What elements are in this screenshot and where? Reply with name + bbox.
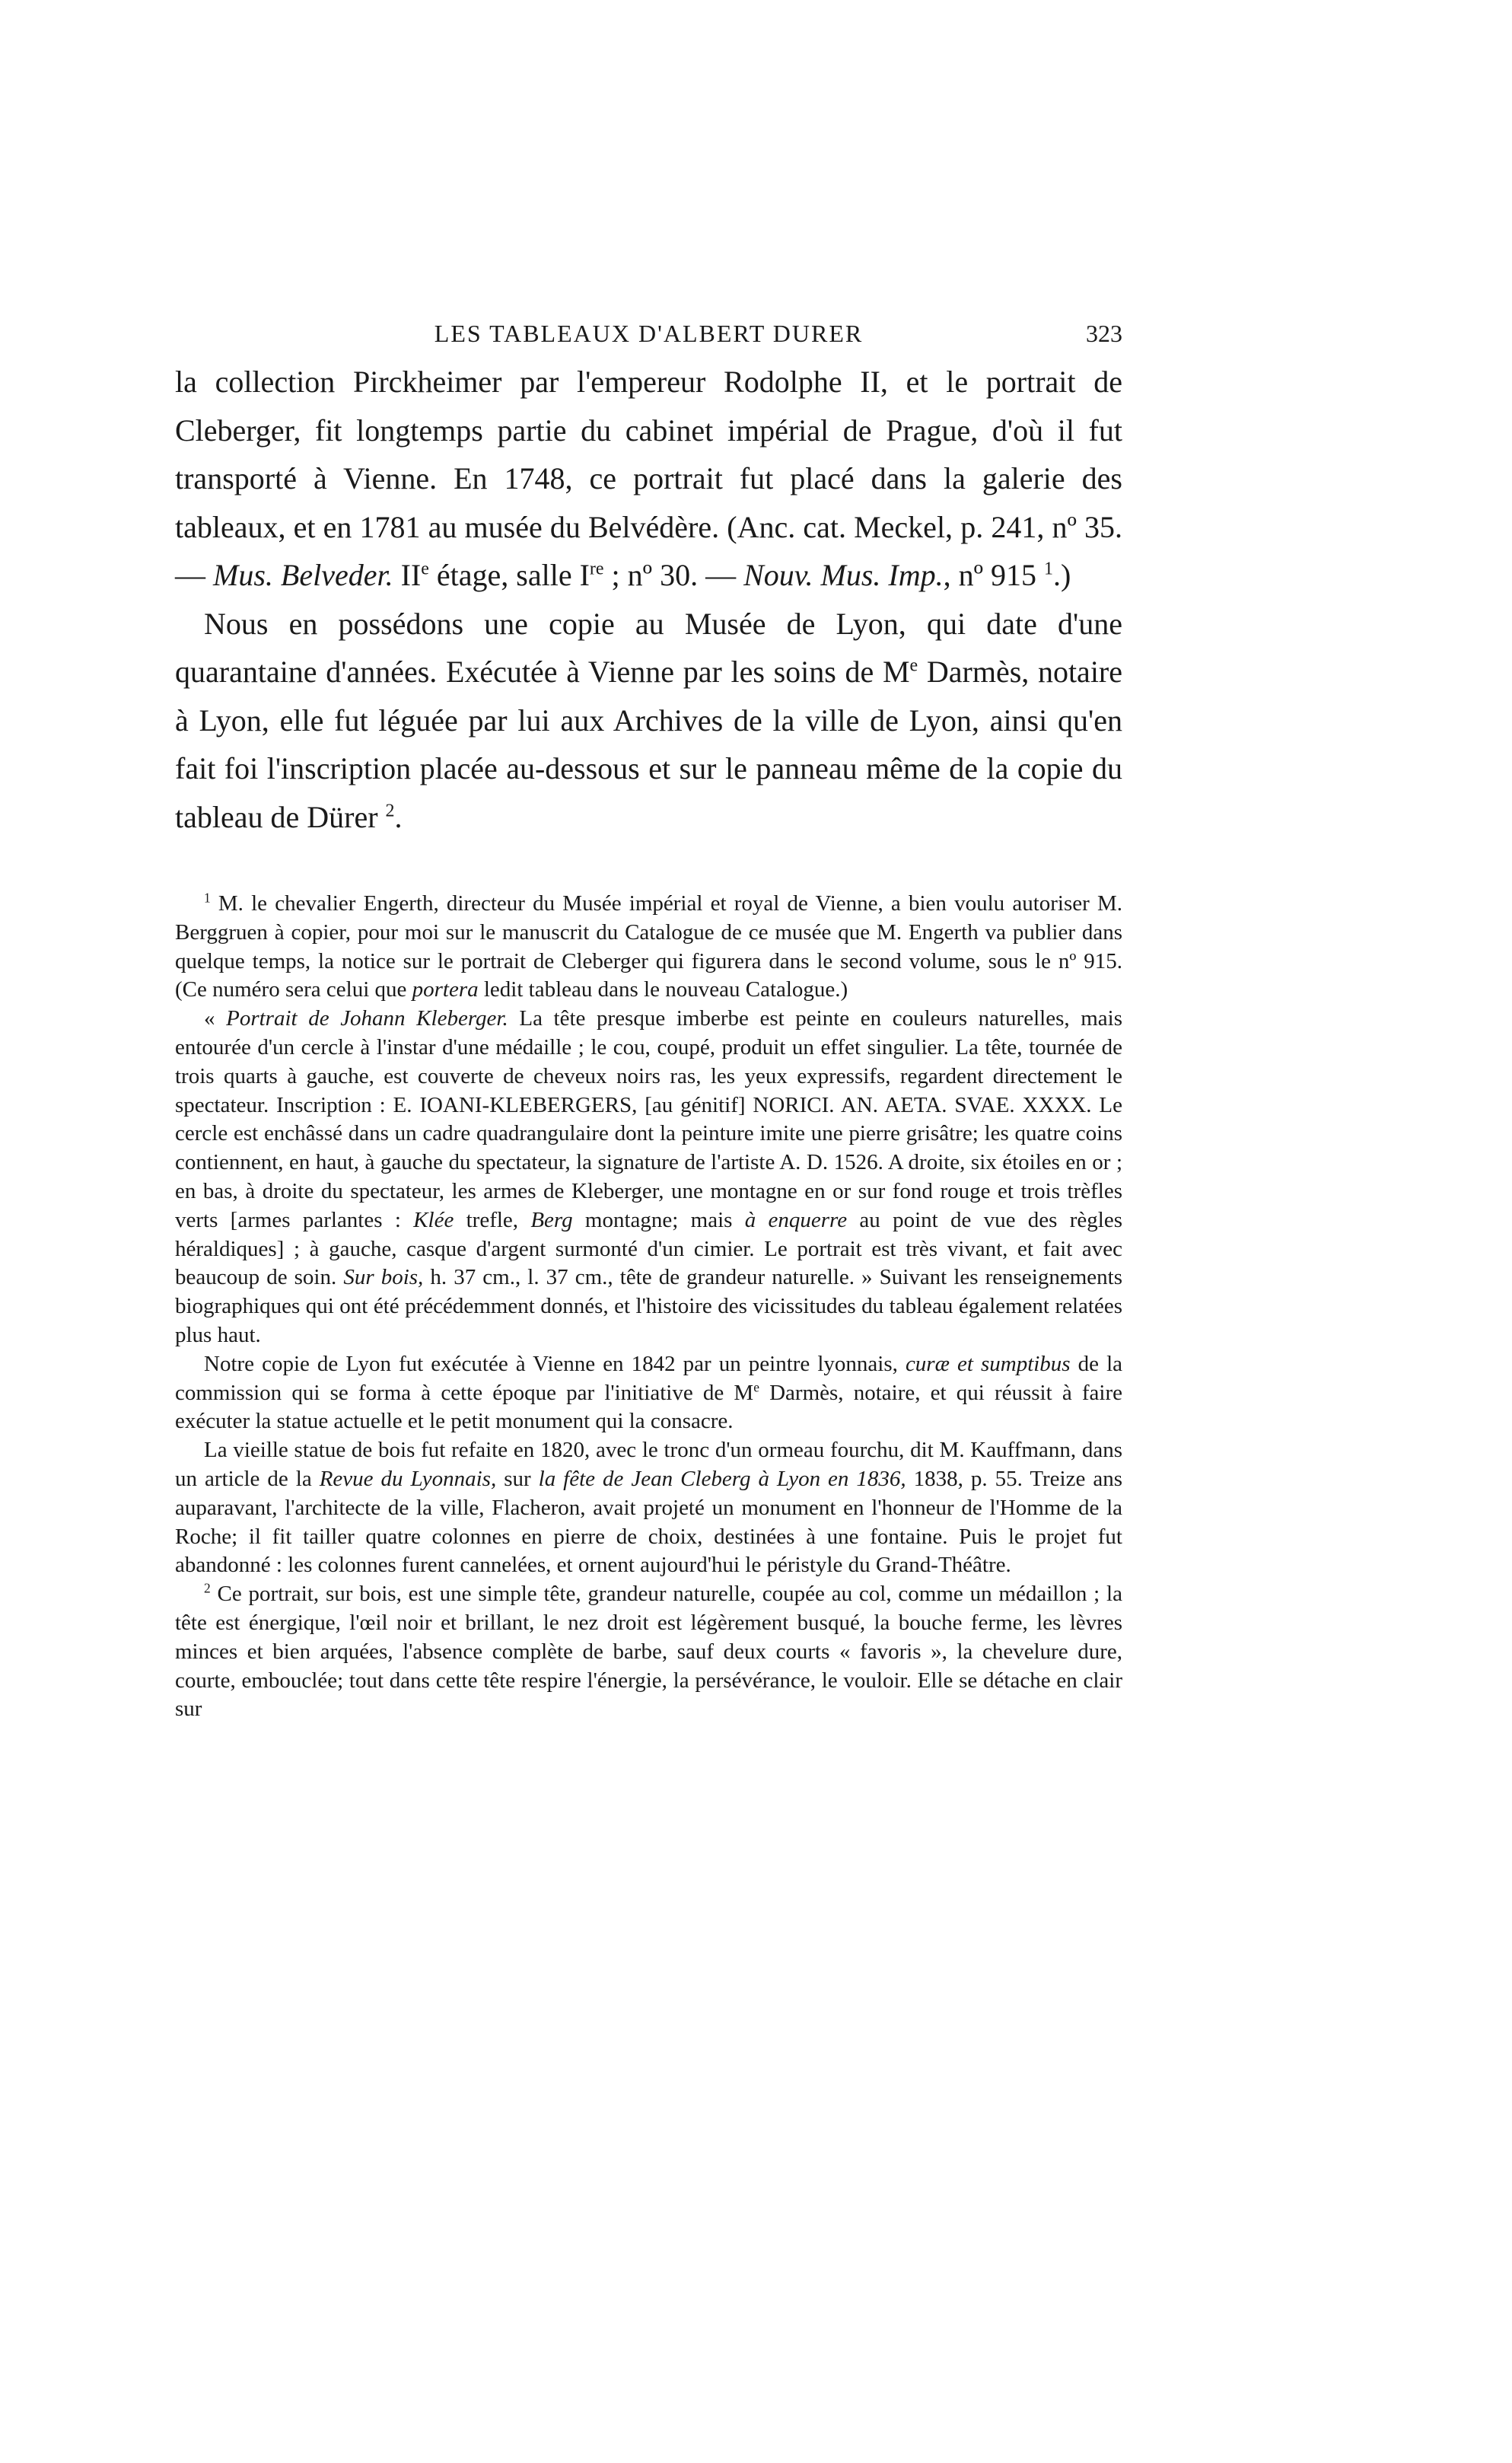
text-run: La vieille statue de bois fut refaite en 1820, avec le tronc d'un ormeau fourchu, dit M. Kauffmann, dans un article de la: [175, 1438, 1122, 1491]
text-run: la collection Pirckheimer par l'empereur Rodolphe II, et le portrait de Cleberger, fit longtemps partie du cabinet impérial de Prague, d'où il fut transporté à Vienne. En 1748, ce portrait fut placé dans la galerie des tableaux, et en 1781 au musée du Belvédère. (Anc. cat. Meckel, p. 241, nº 35. —: [175, 365, 1122, 592]
italic-run: Berg: [530, 1207, 573, 1232]
superscript: e: [421, 559, 429, 579]
text-run: Notre copie de Lyon fut exécutée à Vienne en 1842 par un peintre lyonnais,: [204, 1351, 906, 1376]
italic-run: la fête de Jean Cleberg à Lyon en 1836,: [538, 1466, 906, 1491]
text-run: étage, salle I: [428, 558, 590, 592]
footnote-ref[interactable]: 1: [1044, 559, 1054, 579]
document-page: [175, 312, 1122, 1724]
paragraph-2: [175, 600, 1122, 842]
text-run: ledit tableau dans le nouveau Catalogue.): [478, 977, 848, 1002]
paragraph-1: [175, 358, 1122, 600]
text-run: au point de vue des règles héraldiques] ; à gauche, casque d'argent surmonté d'un cimier. Le portrait est très vivant, et fait avec beaucoup de soin.: [175, 1207, 1122, 1290]
footnote-2: [175, 1580, 1122, 1724]
superscript: e: [909, 655, 918, 676]
italic-run: Revue du Lyonnais,: [319, 1466, 497, 1491]
text-run: M. le chevalier Engerth, directeur du Musée impérial et royal de Vienne, a bien voulu autoriser M. Berggruen à copier, pour moi sur le manuscrit du Catalogue de ce musée que M. Engerth va publier dans quelque temps, la notice sur le portrait de Cleberger qui figurera dans le second volume, sous le nº 915. (Ce numéro sera celui que: [175, 891, 1122, 1002]
running-title: LES TABLEAUX D'ALBERT DURER: [434, 320, 864, 347]
italic-run: curæ et sumptibus: [905, 1351, 1071, 1376]
superscript: e: [753, 1378, 759, 1394]
italic-run: Nouv. Mus. Imp.: [743, 558, 944, 592]
footnote-marker: 2: [204, 1580, 211, 1596]
running-head: [175, 312, 1122, 358]
italic-run: portera: [412, 977, 479, 1002]
text-run: de la commission qui se forma à cette époque par l'initiative de M: [175, 1351, 1122, 1405]
footnote-1-copy: [175, 1350, 1122, 1436]
text-run: montagne; mais: [572, 1207, 745, 1232]
superscript: re: [589, 559, 604, 579]
footnote-1-quote: [175, 1005, 1122, 1350]
text-run: sur: [496, 1466, 539, 1491]
italic-run: Klée: [413, 1207, 454, 1232]
text-run: «: [204, 1006, 227, 1031]
text-run: h. 37 cm., l. 37 cm., tête de grandeur naturelle. » Suivant les renseignements biographiques qui ont été précédemment donnés, et l'histoire des vicissitudes du tableau également relatées plus haut.: [175, 1265, 1122, 1347]
footnotes: [175, 890, 1122, 1724]
text-run: Ce portrait, sur bois, est une simple tête, grandeur naturelle, coupée au col, comme un médaillon ; la tête est énergique, l'œil noir et brillant, le nez droit est légèrement busqué, la bouche ferme, les lèvres minces et bien arquées, l'absence complète de barbe, sauf deux courts « favoris », la chevelure dure, courte, embouclée; tout dans cette tête respire l'énergie, la persévérance, le vouloir. Elle se détache en clair sur: [175, 1582, 1122, 1722]
italic-run: Mus. Belveder.: [213, 558, 393, 592]
footnote-marker: 1: [204, 890, 211, 906]
text-run: Nous en possédons une copie au Musée de Lyon, qui date d'une quarantaine d'années. Exécutée à Vienne par les soins de M: [175, 606, 1122, 689]
italic-run: Portrait de Johann Kleberger.: [226, 1006, 508, 1031]
text-run: .: [394, 799, 403, 834]
text-run: II: [393, 558, 422, 592]
text-run: 1838, p. 55. Treize ans auparavant, l'architecte de la ville, Flacheron, avait projeté un monument en l'honneur de l'Homme de la Roche; il fit tailler quatre colonnes en pierre de choix, destinées à une fontaine. Puis le projet fut abandonné : les colonnes furent cannelées, et ornent aujourd'hui le péristyle du Grand-Théâtre.: [175, 1466, 1122, 1578]
footnote-1-statue: [175, 1436, 1122, 1580]
text-run: , nº 915: [943, 558, 1045, 592]
text-run: Darmès, notaire, et qui réussit à faire exécuter la statue actuelle et le petit monument qui la consacre.: [175, 1380, 1122, 1434]
body-text: [175, 358, 1122, 841]
footnote-ref[interactable]: 2: [385, 801, 395, 821]
text-run: .): [1053, 558, 1071, 592]
text-run: Darmès, notaire à Lyon, elle fut léguée par lui aux Archives de la ville de Lyon, ainsi qu'en fait foi l'inscription placée au-dessous et sur le panneau même de la copie du tableau de Dürer: [175, 655, 1123, 834]
text-run: ; nº 30. —: [603, 558, 744, 592]
italic-run: à enquerre: [744, 1207, 848, 1232]
footnote-1: [175, 890, 1122, 1005]
text-run: trefle,: [454, 1207, 531, 1232]
italic-run: Sur bois,: [343, 1265, 424, 1290]
text-run: La tête presque imberbe est peinte en couleurs naturelles, mais entourée d'un cercle à l'instar d'une médaille ; le cou, coupé, produit un effet singulier. La tête, tournée de trois quarts à gauche, est couverte de cheveux noirs ras, les yeux expressifs, regardent directement le spectateur. Inscription : E. IOANI-KLEBERGERS, [au génitif] NORICI. AN. AETA. SVAE. XXXX. Le cercle est enchâssé dans un cadre quadrangulaire dont la peinture imite une pierre grisâtre; les quatre coins contiennent, en haut, à gauche du spectateur, la signature de l'artiste A. D. 1526. A droite, six étoiles en or ; en bas, à droite du spectateur, les armes de Kleberger, une montagne en or sur fond rouge et trois trèfles verts [armes parlantes :: [175, 1006, 1122, 1232]
page-number: 323: [1086, 320, 1122, 347]
